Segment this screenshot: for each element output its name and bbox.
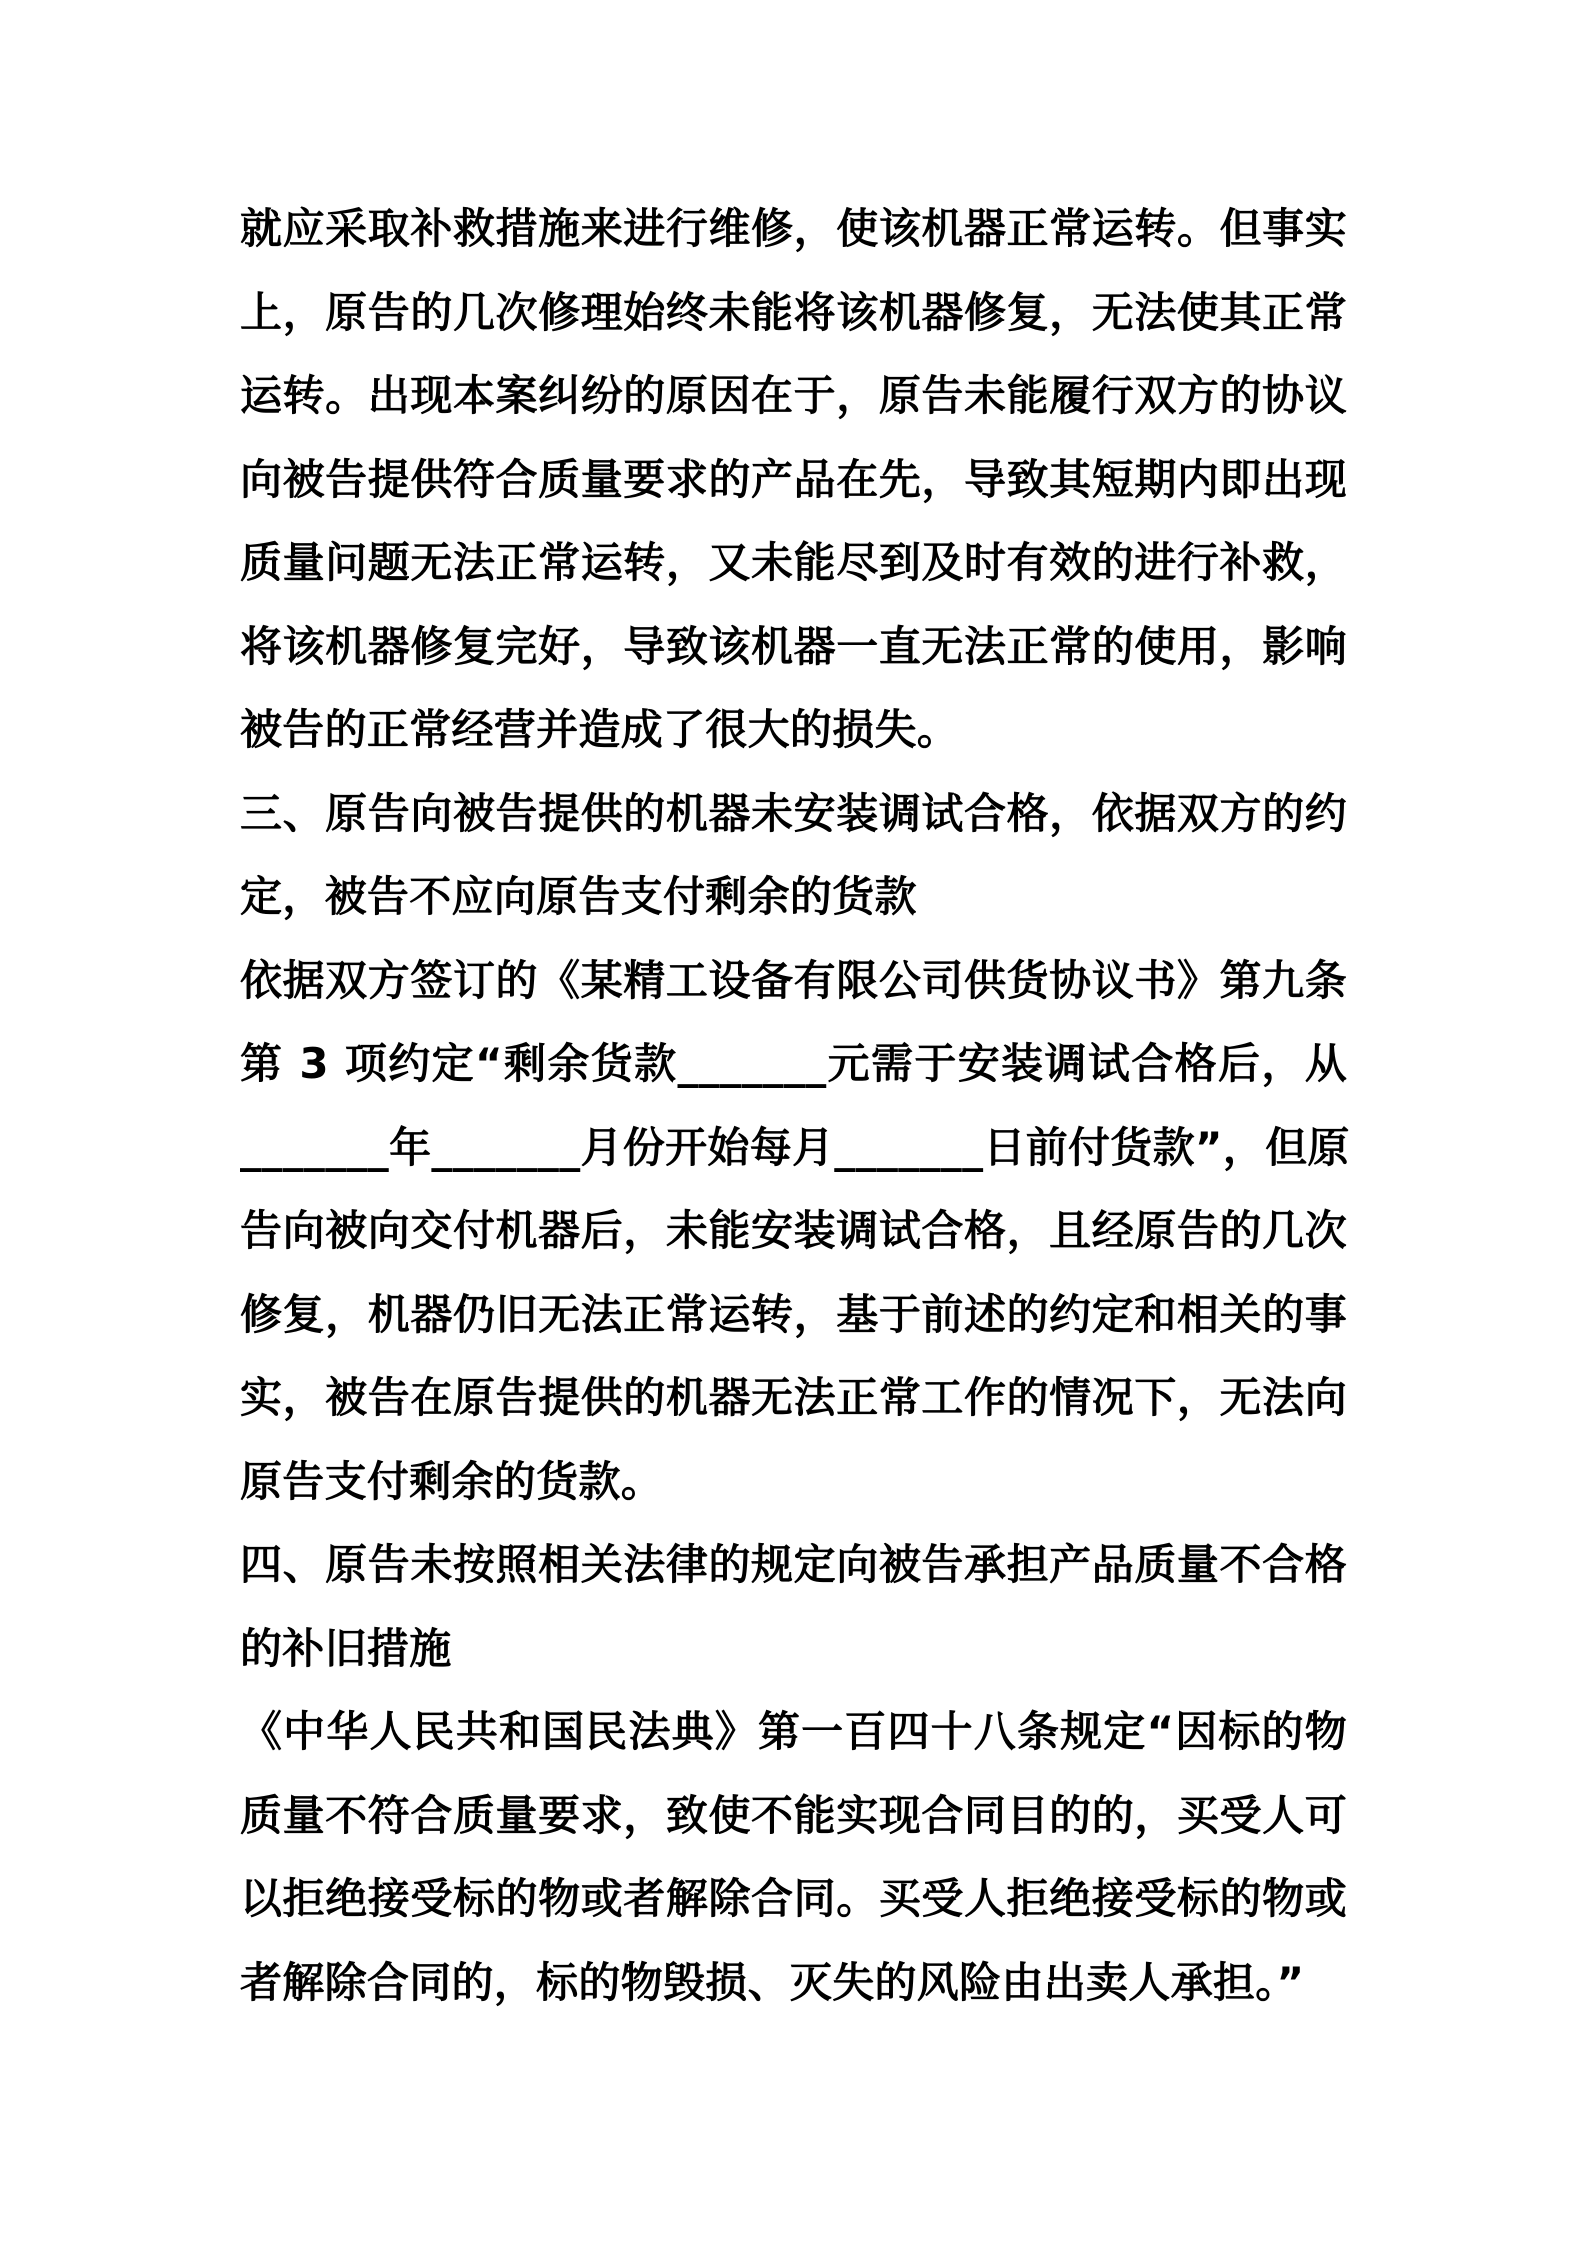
text-line: _______年_______月份开始每月_______日前付货款”，但原 <box>240 1122 1350 1172</box>
text-line: 四、原告未按照相关法律的规定向被告承担产品质量不合格 <box>240 1540 1347 1589</box>
text-line: 质量不符合质量要求，致使不能实现合同目的的，买受人可 <box>240 1790 1347 1840</box>
text-line: 就应采取补救措施来进行维修，使该机器正常运转。但事实 <box>240 204 1347 253</box>
text-line: 以拒绝接受标的物或者解除合同。买受人拒绝接受标的物或 <box>240 1874 1347 1923</box>
text-line: 三、原告向被告提供的机器未安装调试合格，依据双方的约 <box>240 788 1347 838</box>
text-line: 定，被告不应向原告支付剩余的货款 <box>240 872 917 921</box>
text-line: 质量问题无法正常运转，又未能尽到及时有效的进行补救， <box>240 538 1347 587</box>
text-line: 依据双方签订的《某精工设备有限公司供货协议书》第九条 <box>240 955 1347 1005</box>
text-line: 原告支付剩余的货款。 <box>240 1456 664 1506</box>
text-line: 上，原告的几次修理始终未能将该机器修复，无法使其正常 <box>240 287 1347 337</box>
text-line: 的补旧措施 <box>240 1623 452 1673</box>
text-line: 《中华人民共和国民法典》第一百四十八条规定“因标的物 <box>240 1707 1347 1756</box>
text-line: 向被告提供符合质量要求的产品在先，导致其短期内即出现 <box>240 454 1347 504</box>
text-line: 实，被告在原告提供的机器无法正常工作的情况下，无法向 <box>240 1373 1347 1422</box>
text-line: 告向被向交付机器后，未能安装调试合格，且经原告的几次 <box>240 1206 1347 1255</box>
text-line: 将该机器修复完好，导致该机器一直无法正常的使用，影响 <box>240 621 1347 671</box>
text-line: 运转。出现本案纠纷的原因在于，原告未能履行双方的协议 <box>240 371 1347 420</box>
text-line: 者解除合同的，标的物毁损、灭失的风险由出卖人承担。” <box>240 1957 1305 2007</box>
document-body <box>240 187 1350 2024</box>
text-line: 第 3 项约定“剩余货款_______元需于安装调试合格后，从 <box>240 1039 1347 1088</box>
text-line: 被告的正常经营并造成了很大的损失。 <box>240 705 960 754</box>
text-line: 修复，机器仍旧无法正常运转，基于前述的约定和相关的事 <box>240 1289 1347 1339</box>
